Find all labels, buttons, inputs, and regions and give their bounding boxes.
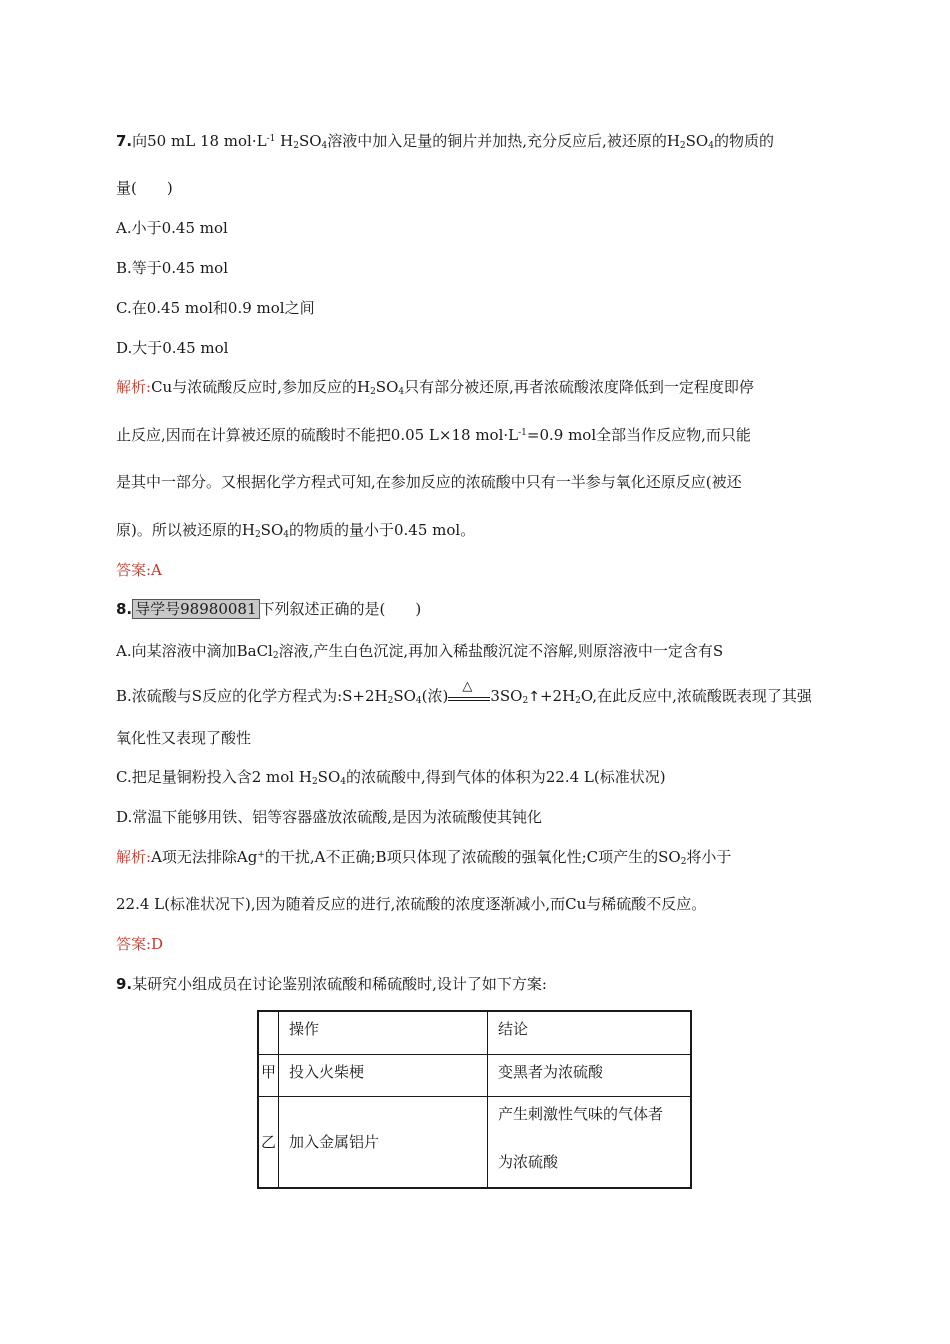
q7-answer: 答案:A xyxy=(116,561,162,579)
heat-triangle-icon: △ xyxy=(462,679,473,694)
q7-option-c: C.在0.45 mol和0.9 mol之间 xyxy=(116,299,315,317)
row-conclusion-line2: 为浓硫酸 xyxy=(498,1152,559,1171)
row-conclusion xyxy=(488,1096,692,1188)
up-arrow-icon: ↑ xyxy=(528,689,540,705)
q8-analysis-line2: 22.4 L(标准状况下),因为随着反应的进行,浓硫酸的浓度逐渐减小,而Cu与稀硫酸不反应。 xyxy=(116,895,707,913)
row-operation: 加入金属铝片 xyxy=(279,1096,488,1188)
row-conclusion-line1: 产生刺激性气味的气体者 xyxy=(498,1104,664,1123)
q7-number: 7. xyxy=(116,132,133,150)
row-operation: 投入火柴梗 xyxy=(279,1054,488,1096)
table-header-operation: 操作 xyxy=(279,1011,488,1054)
q9-table xyxy=(257,1010,692,1189)
table-row xyxy=(258,1054,691,1096)
q8-analysis-line1: 解析:A项无法排除Ag+的干扰,A不正确;B项只体现了浓硫酸的强氧化性;C项产生的$SO_2$将小于 xyxy=(116,848,732,867)
q8-option-c: C.把足量铜粉投入含2 mol $H_2SO_4$的浓硫酸中,得到气体的体积为22.4 L(标准状况) xyxy=(116,768,666,787)
row-label: 乙 xyxy=(258,1096,279,1188)
q9-stem: 9.某研究小组成员在讨论鉴别浓硫酸和稀硫酸时,设计了如下方案: xyxy=(116,975,547,993)
q8-number: 8. xyxy=(116,600,133,618)
q7-option-a: A.小于0.45 mol xyxy=(116,219,228,237)
q7-option-b: B.等于0.45 mol xyxy=(116,259,229,277)
q9-number: 9. xyxy=(116,975,133,993)
q8-option-b-line2: 氧化性又表现了酸性 xyxy=(116,729,252,747)
table-row xyxy=(258,1096,691,1188)
row-label: 甲 xyxy=(258,1054,279,1096)
table-header-row xyxy=(258,1011,691,1054)
q8-option-d: D.常温下能够用铁、铝等容器盛放浓硫酸,是因为浓硫酸使其钝化 xyxy=(116,808,543,826)
table-header-blank xyxy=(258,1011,279,1054)
q7-option-d: D.大于0.45 mol xyxy=(116,339,229,357)
q7-analysis-line2: 止反应,因而在计算被还原的硫酸时不能把0.05 L×18 $mol\cdot L^{-1}=0.9$ mol全部当作反应物,而只能 xyxy=(116,426,751,444)
q7-analysis-label: 解析: xyxy=(116,378,152,396)
q7-analysis-line1: 解析:Cu与浓硫酸反应时,参加反应的$H_2SO_4$只有部分被还原,再者浓硫酸浓度降低到一定程度即停 xyxy=(116,378,754,397)
q7-analysis-line4: 原)。所以被还原的$H_2SO_4$的物质的量小于0.45 mol。 xyxy=(116,521,476,540)
row-conclusion: 变黑者为浓硫酸 xyxy=(488,1054,692,1096)
q8-stem: 8. 导学号98980081 下列叙述正确的是( ) xyxy=(116,600,422,618)
q7-stem-line1: 7.向50 mL 18 $mol\cdot L^{-1}$ $H_2SO_4$溶液中加入足量的铜片并加热,充分反应后,被还原的$H_2SO_4$的物质的 xyxy=(116,132,774,151)
q8-option-b-line1: B.浓硫酸与S反应的化学方程式为$:S+2H_2SO_4$(浓) △ $3SO_2↑+2H_2O$,在此反应中,浓硫酸既表现了其强 xyxy=(116,679,812,706)
table-header-conclusion: 结论 xyxy=(488,1011,692,1054)
heating-equals-sign xyxy=(448,679,490,706)
q8-answer: 答案:D xyxy=(116,935,164,953)
q8-analysis-label: 解析: xyxy=(116,848,152,866)
q7-analysis-line3: 是其中一部分。又根据化学方程式可知,在参加反应的浓硫酸中只有一半参与氧化还原反应(被还 xyxy=(116,473,742,491)
q8-option-a: A.向某溶液中滴加BaCl$_2$溶液,产生白色沉淀,再加入稀盐酸沉淀不溶解,则原溶液中一定含有S xyxy=(116,642,724,661)
q8-guide-tag: 导学号98980081 xyxy=(132,599,259,619)
q7-stem-line2: 量( ) xyxy=(116,179,173,197)
